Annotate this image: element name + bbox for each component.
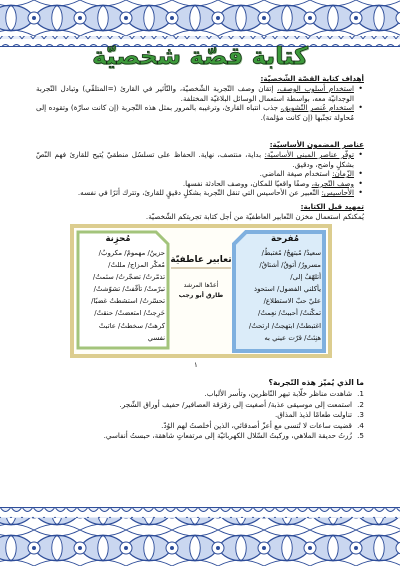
content-element-item <box>36 169 364 179</box>
experience-item-text: تناولت طعامًا لذيذ المذاق. <box>274 410 352 420</box>
content-element-item <box>36 179 364 189</box>
sad-words-line: مُعكّر المزاج/ مللتُ/ <box>108 261 165 270</box>
bottom-ornament-lobes <box>0 530 400 566</box>
top-ornament-lobes <box>0 0 400 36</box>
experience-section <box>36 377 364 442</box>
happy-words-line: هنِئتُ/ قرّت عيني به <box>264 333 321 342</box>
experience-item-text: قضيت ساعات لا تُنسى مع أعزّ أصدقائي، الذين أخلصتُ لهم الوُدّ. <box>161 420 352 430</box>
bottom-ornament-border <box>0 505 400 566</box>
sad-words-line: حزينٌ/ مهمومٌ/ مكروبٌ/ <box>98 249 165 257</box>
experience-item-text: زُرتُ حديقة الملاهي، وركبتُ السّلال الكهربائيّة إلى مرتفعاتٍ شاهقة، حبستُ أنفاسي. <box>103 431 352 441</box>
experience-list <box>36 389 364 442</box>
happy-words-line: عليّ حبّ الاستطلاع/ <box>263 297 321 306</box>
content-element-item <box>36 150 364 169</box>
experience-item <box>36 400 364 411</box>
goals-heading: أهداف كتابة القصّة الشّخصيّة: <box>260 74 364 83</box>
happy-words-line: مسرورٌ/ أتوقُ/ أشتاقُ/ <box>259 261 321 270</box>
goal-text: إتقان وصف التّجربة الشّخصيّة، والتّأثير في القارئ (=المتلقّي) وتبادل التّجربة الوجدانيّة معه، بواسطة استعمال الوسائل البلاغيّة المختلفة. <box>36 84 354 103</box>
content-elements-section <box>36 140 364 198</box>
preparation-heading: تمهيد قبل الكتابة: <box>300 202 364 211</box>
experience-item <box>36 431 364 442</box>
happy-words-line: أتلهّفُ إلى/ <box>290 273 321 282</box>
goal-item <box>36 103 364 122</box>
happy-words-list <box>238 247 321 344</box>
sad-words-list <box>81 247 165 344</box>
preparation-section <box>36 202 364 222</box>
goal-item <box>36 84 364 103</box>
experience-item-number: 5. <box>357 431 364 441</box>
goal-text: جذب انتباه القارئ، وترغيبه بالمرور بمثل هذه التّجربة (إن كانت سارّة) وتقوده إلى مُحاولة تجنّبها (إن كانت مؤلمة). <box>36 103 354 122</box>
experience-item-number: 4. <box>357 420 364 430</box>
goal-lead: استخدام عُنصر التّشويق، <box>280 103 355 113</box>
content-element-lead: الزّمان: <box>332 169 354 179</box>
sad-words-line: تبرّمتُ/ تأفّفتُ/ تشوّشتُ/ <box>93 285 165 294</box>
experience-item-number: 1. <box>357 389 364 398</box>
content-element-text: بداية، منتصف، نهاية. الحفاظ على تسلسُل منطقيّ يُتيح للقارئ فهم النّصّ بشكلٍ واضح، ودقيق. <box>36 150 354 169</box>
emotional-expressions-diagram <box>70 224 332 358</box>
content-element-item <box>36 188 364 198</box>
happy-heading: مُفرحة <box>271 234 299 244</box>
sad-words-line: حَرِجتُ/ امتعضتُ/ حنقتُ/ <box>94 309 165 318</box>
content-element-text: وصفًا واقعيًا للمكان، ووصف الحادثة نفسها. <box>182 178 310 188</box>
happy-words-line: سعيدٌ/ مُبتهجٌ/ مُغتبطٌ/ <box>261 249 321 257</box>
sad-words-line: نفسي <box>147 333 165 342</box>
experience-heading: ما الذي يُميّز هذه التّجربة؟ <box>268 378 364 387</box>
content-element-lead: الأحاسيس: <box>321 188 354 198</box>
experience-item-text: استمعت إلى موسيقى عذبة/ أصغيت إلى زقزقة العصافير/ حفيف أوراق الشّجر. <box>119 399 352 409</box>
credit-name: طارق أبو رجب <box>178 292 224 299</box>
experience-item-text: شاهدت مناظر خلّابة تبهر النّاظرين، وتأسر الألباب. <box>204 389 352 398</box>
content-elements-heading: عناصر المضمون الأساسيّة: <box>269 140 364 149</box>
experience-item-number: 3. <box>357 410 364 420</box>
content-element-text: استخدام صيغة الماضي. <box>259 169 330 179</box>
experience-item-number: 2. <box>357 399 364 409</box>
content-element-lead: توفّر عناصر المبنى الأساسيّة: <box>264 150 354 159</box>
content-element-text: التّعبير عن الأحاسيس التي تنقل التّجربة بشكلٍ دقيقٍ للقارئ، وتترك أثرًا في نفسه. <box>77 188 320 198</box>
bottom-ornament-lobes-row2 <box>0 518 400 530</box>
page-title: كتابة قصّة شخصيّة <box>92 42 308 70</box>
experience-item <box>36 421 364 432</box>
credit-label: أعدّها المرشد <box>183 282 219 289</box>
experience-item <box>36 410 364 421</box>
sad-words-line: تحسّرتُ/ استشطتُ غضبًا/ <box>91 297 165 306</box>
preparation-text: يُمكنكم استعمال مخزن التّعابير العاطفيّة من أجل كتابة تجربتكم الشّخصيّة. <box>145 212 364 221</box>
content-element-lead: وصف التّجربة، <box>311 178 354 188</box>
goals-list <box>36 84 364 122</box>
page-number: ١ <box>194 361 198 369</box>
sad-words-line: تذمّرتُ/ تضجّرتُ/ سئمتُ/ <box>92 273 165 282</box>
happy-words-line: تمكّنتُ/ أحببتُ/ نعِمتُ/ <box>258 309 321 318</box>
sad-heading: مُحزِنة <box>105 234 131 244</box>
goals-section <box>36 74 364 122</box>
sad-words-line: كرهتُ/ سخطتُ/ عاتبتُ <box>98 321 165 330</box>
bottom-ornament-arches <box>0 508 400 518</box>
goal-lead: استخدام أسلوب الوصف، <box>277 84 354 93</box>
diagram-title: تعابير عاطفيّة <box>170 255 232 265</box>
content-elements-list <box>36 150 364 198</box>
happy-words-line: يأكلني الفضول/ استحوذ <box>254 285 321 294</box>
experience-item <box>36 389 364 400</box>
happy-words-line: اغتبطتُ/ ابتهجتُ/ ارتحتُ/ <box>248 321 321 330</box>
